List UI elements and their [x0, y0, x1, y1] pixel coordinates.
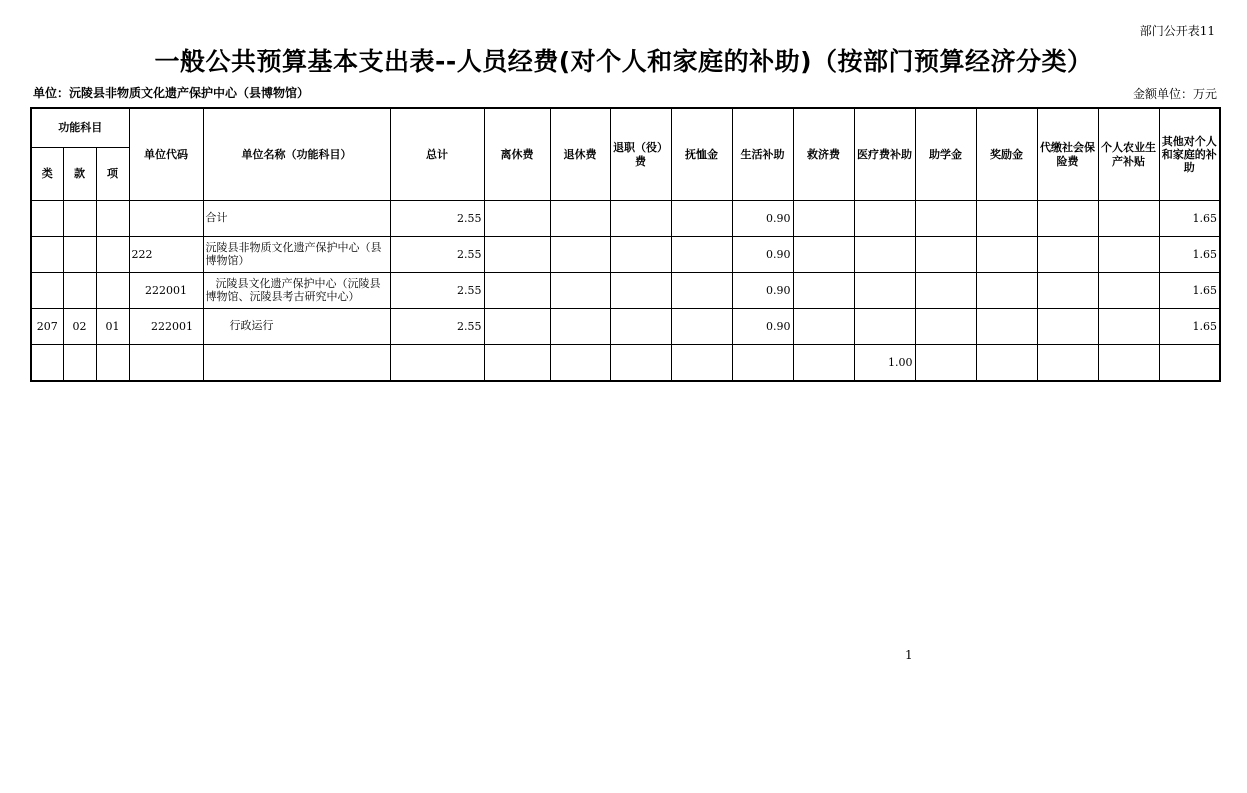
cell-fuxu — [671, 201, 732, 237]
cell-code: 222 — [129, 237, 203, 273]
cell-nongye — [1098, 309, 1159, 345]
cell-jiuji — [793, 201, 854, 237]
cell-jiuji — [793, 273, 854, 309]
expenditure-table — [30, 107, 1221, 382]
cell-daijiao — [1037, 237, 1098, 273]
header-shenghuo: 生活补助 — [732, 108, 793, 201]
cell-lei — [31, 345, 63, 382]
cell-jiuji — [793, 345, 854, 382]
header-zhuxue: 助学金 — [915, 108, 976, 201]
cell-daijiao — [1037, 201, 1098, 237]
header-lei: 类 — [31, 148, 63, 201]
cell-xiang: 01 — [96, 309, 129, 345]
page-title: 一般公共预算基本支出表--人员经费(对个人和家庭的补助)（按部门预算经济分类） — [154, 47, 1093, 76]
cell-qita — [1159, 345, 1220, 382]
cell-tuizhi — [610, 201, 671, 237]
header-daijiao: 代缴社会保险费 — [1037, 108, 1098, 201]
cell-nongye — [1098, 345, 1159, 382]
cell-tuixiu — [550, 273, 610, 309]
cell-jiuji — [793, 309, 854, 345]
cell-total — [390, 345, 484, 382]
header-fuxu: 抚恤金 — [671, 108, 732, 201]
header-qita: 其他对个人和家庭的补助 — [1159, 108, 1220, 201]
cell-tuizhi — [610, 237, 671, 273]
cell-jiangli — [976, 237, 1037, 273]
table-row — [31, 309, 1220, 345]
cell-lei — [31, 273, 63, 309]
cell-total: 2.55 — [390, 273, 484, 309]
cell-code — [129, 345, 203, 382]
header-yiliao: 医疗费补助 — [854, 108, 915, 201]
cell-daijiao — [1037, 309, 1098, 345]
header-unit-code: 单位代码 — [129, 108, 203, 201]
cell-zhuxue — [915, 201, 976, 237]
cell-lixiu — [484, 309, 550, 345]
cell-tuixiu — [550, 237, 610, 273]
cell-tuixiu — [550, 309, 610, 345]
table-row — [31, 273, 1220, 309]
cell-lixiu — [484, 201, 550, 237]
cell-kuan — [63, 345, 96, 382]
cell-yiliao: 1.00 — [854, 345, 915, 382]
cell-shenghuo: 0.90 — [732, 309, 793, 345]
cell-name: 沅陵县文化遗产保护中心（沅陵县博物馆、沅陵县考古研究中心） — [203, 273, 390, 309]
cell-lixiu — [484, 237, 550, 273]
cell-kuan — [63, 201, 96, 237]
cell-tuizhi — [610, 309, 671, 345]
table-row — [31, 201, 1220, 237]
amount-unit: 金额单位：万元 — [1132, 87, 1217, 101]
cell-jiangli — [976, 309, 1037, 345]
cell-lei: 207 — [31, 309, 63, 345]
cell-yiliao — [854, 201, 915, 237]
cell-name: 行政运行 — [203, 309, 390, 345]
reporting-unit: 单位：沅陵县非物质文化遗产保护中心（县博物馆） — [33, 86, 310, 100]
cell-code — [129, 201, 203, 237]
cell-kuan — [63, 273, 96, 309]
cell-lei — [31, 237, 63, 273]
cell-total: 2.55 — [390, 201, 484, 237]
cell-name: 合计 — [203, 201, 390, 237]
header-jiangli: 奖励金 — [976, 108, 1037, 201]
cell-yiliao — [854, 309, 915, 345]
cell-zhuxue — [915, 345, 976, 382]
cell-shenghuo: 0.90 — [732, 273, 793, 309]
cell-jiuji — [793, 237, 854, 273]
page-number: 1 — [905, 648, 913, 662]
cell-shenghuo: 0.90 — [732, 201, 793, 237]
cell-daijiao — [1037, 345, 1098, 382]
cell-total: 2.55 — [390, 309, 484, 345]
cell-nongye — [1098, 273, 1159, 309]
cell-fuxu — [671, 273, 732, 309]
header-xiang: 项 — [96, 148, 129, 201]
cell-qita: 1.65 — [1159, 237, 1220, 273]
header-total: 总计 — [390, 108, 484, 201]
cell-xiang — [96, 273, 129, 309]
header-unit-name: 单位名称（功能科目） — [203, 108, 390, 201]
cell-name: 沅陵县非物质文化遗产保护中心（县博物馆） — [203, 237, 390, 273]
cell-xiang — [96, 345, 129, 382]
cell-xiang — [96, 201, 129, 237]
cell-jiangli — [976, 273, 1037, 309]
cell-tuixiu — [550, 345, 610, 382]
cell-lixiu — [484, 345, 550, 382]
cell-qita: 1.65 — [1159, 309, 1220, 345]
cell-yiliao — [854, 237, 915, 273]
cell-total: 2.55 — [390, 237, 484, 273]
header-jiuji: 救济费 — [793, 108, 854, 201]
cell-nongye — [1098, 201, 1159, 237]
cell-lixiu — [484, 273, 550, 309]
cell-fuxu — [671, 345, 732, 382]
header-tuizhi: 退职（役）费 — [610, 108, 671, 201]
cell-code: 222001 — [129, 309, 203, 345]
cell-lei — [31, 201, 63, 237]
cell-jiangli — [976, 201, 1037, 237]
cell-name — [203, 345, 390, 382]
cell-jiangli — [976, 345, 1037, 382]
cell-nongye — [1098, 237, 1159, 273]
cell-fuxu — [671, 309, 732, 345]
header-nongye: 个人农业生产补贴 — [1098, 108, 1159, 201]
cell-tuixiu — [550, 201, 610, 237]
table-row — [31, 237, 1220, 273]
cell-kuan — [63, 237, 96, 273]
cell-daijiao — [1037, 273, 1098, 309]
header-tuixiu: 退休费 — [550, 108, 610, 201]
header-func-subject: 功能科目 — [31, 108, 129, 148]
cell-zhuxue — [915, 273, 976, 309]
table-row — [31, 345, 1220, 382]
header-lixiu: 离休费 — [484, 108, 550, 201]
cell-tuizhi — [610, 345, 671, 382]
cell-xiang — [96, 237, 129, 273]
cell-qita: 1.65 — [1159, 273, 1220, 309]
cell-tuizhi — [610, 273, 671, 309]
cell-fuxu — [671, 237, 732, 273]
header-kuan: 款 — [63, 148, 96, 201]
cell-zhuxue — [915, 237, 976, 273]
cell-qita: 1.65 — [1159, 201, 1220, 237]
cell-shenghuo: 0.90 — [732, 237, 793, 273]
table-number: 部门公开表11 — [1139, 24, 1215, 38]
cell-kuan: 02 — [63, 309, 96, 345]
cell-shenghuo — [732, 345, 793, 382]
cell-code: 222001 — [129, 273, 203, 309]
cell-yiliao — [854, 273, 915, 309]
cell-zhuxue — [915, 309, 976, 345]
